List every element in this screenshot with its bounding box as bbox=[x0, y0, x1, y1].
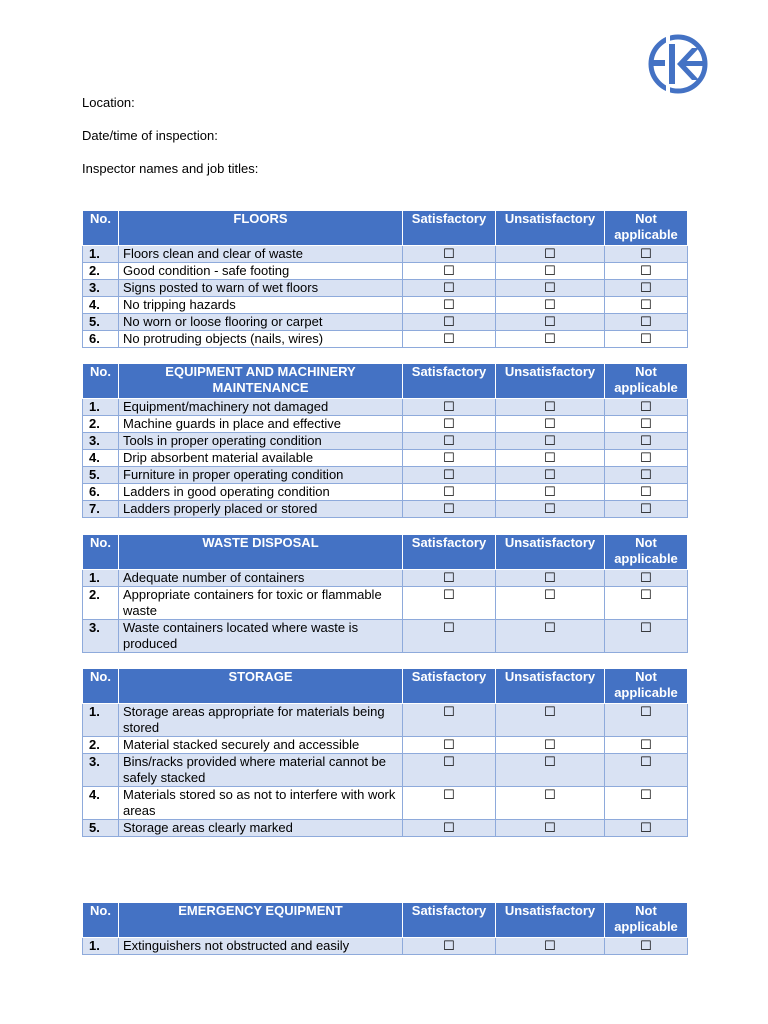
column-header-no: No. bbox=[83, 535, 119, 570]
table-row bbox=[83, 331, 688, 348]
item-description: Signs posted to warn of wet floors bbox=[119, 280, 403, 297]
unsatisfactory-checkbox[interactable]: ☐ bbox=[496, 787, 605, 820]
table-row bbox=[83, 263, 688, 280]
item-description: Equipment/machinery not damaged bbox=[119, 399, 403, 416]
table-row bbox=[83, 737, 688, 754]
column-header-not-applicable: Not applicable bbox=[605, 903, 688, 938]
column-header-not-applicable: Not applicable bbox=[605, 535, 688, 570]
satisfactory-checkbox[interactable]: ☐ bbox=[403, 501, 496, 518]
item-number: 2. bbox=[83, 263, 119, 280]
satisfactory-checkbox[interactable]: ☐ bbox=[403, 399, 496, 416]
satisfactory-checkbox[interactable]: ☐ bbox=[403, 570, 496, 587]
item-number: 5. bbox=[83, 467, 119, 484]
unsatisfactory-checkbox[interactable]: ☐ bbox=[496, 484, 605, 501]
unsatisfactory-checkbox[interactable]: ☐ bbox=[496, 416, 605, 433]
unsatisfactory-checkbox[interactable]: ☐ bbox=[496, 314, 605, 331]
not-applicable-checkbox[interactable]: ☐ bbox=[605, 484, 688, 501]
not-applicable-checkbox[interactable]: ☐ bbox=[605, 246, 688, 263]
satisfactory-checkbox[interactable]: ☐ bbox=[403, 331, 496, 348]
item-number: 5. bbox=[83, 314, 119, 331]
item-number: 3. bbox=[83, 620, 119, 653]
satisfactory-checkbox[interactable]: ☐ bbox=[403, 587, 496, 620]
not-applicable-checkbox[interactable]: ☐ bbox=[605, 433, 688, 450]
satisfactory-checkbox[interactable]: ☐ bbox=[403, 263, 496, 280]
item-description: Machine guards in place and effective bbox=[119, 416, 403, 433]
satisfactory-checkbox[interactable]: ☐ bbox=[403, 297, 496, 314]
column-header-no: No. bbox=[83, 364, 119, 399]
item-number: 2. bbox=[83, 737, 119, 754]
not-applicable-checkbox[interactable]: ☐ bbox=[605, 938, 688, 955]
satisfactory-checkbox[interactable]: ☐ bbox=[403, 246, 496, 263]
section-title: FLOORS bbox=[119, 211, 403, 246]
item-number: 3. bbox=[83, 754, 119, 787]
item-description: Ladders in good operating condition bbox=[119, 484, 403, 501]
item-description: Drip absorbent material available bbox=[119, 450, 403, 467]
item-description: Floors clean and clear of waste bbox=[119, 246, 403, 263]
item-description: Tools in proper operating condition bbox=[119, 433, 403, 450]
item-number: 7. bbox=[83, 501, 119, 518]
unsatisfactory-checkbox[interactable]: ☐ bbox=[496, 297, 605, 314]
item-number: 1. bbox=[83, 570, 119, 587]
item-description: No worn or loose flooring or carpet bbox=[119, 314, 403, 331]
checklist-table bbox=[82, 668, 688, 837]
column-header-satisfactory: Satisfactory bbox=[403, 535, 496, 570]
table-header-row bbox=[83, 211, 688, 246]
unsatisfactory-checkbox[interactable]: ☐ bbox=[496, 246, 605, 263]
item-number: 1. bbox=[83, 704, 119, 737]
item-number: 1. bbox=[83, 246, 119, 263]
satisfactory-checkbox[interactable]: ☐ bbox=[403, 938, 496, 955]
item-number: 2. bbox=[83, 587, 119, 620]
unsatisfactory-checkbox[interactable]: ☐ bbox=[496, 399, 605, 416]
not-applicable-checkbox[interactable]: ☐ bbox=[605, 263, 688, 280]
table-header-row bbox=[83, 903, 688, 938]
table-row bbox=[83, 501, 688, 518]
column-header-not-applicable: Not applicable bbox=[605, 364, 688, 399]
item-number: 4. bbox=[83, 297, 119, 314]
not-applicable-checkbox[interactable]: ☐ bbox=[605, 399, 688, 416]
section-title: EMERGENCY EQUIPMENT bbox=[119, 903, 403, 938]
item-description: Waste containers located where waste is produced bbox=[119, 620, 403, 653]
table-row bbox=[83, 484, 688, 501]
item-number: 4. bbox=[83, 787, 119, 820]
unsatisfactory-checkbox[interactable]: ☐ bbox=[496, 620, 605, 653]
table-row bbox=[83, 938, 688, 955]
section-title: EQUIPMENT AND MACHINERY MAINTENANCE bbox=[119, 364, 403, 399]
column-header-satisfactory: Satisfactory bbox=[403, 669, 496, 704]
table-row bbox=[83, 280, 688, 297]
unsatisfactory-checkbox[interactable]: ☐ bbox=[496, 467, 605, 484]
item-number: 4. bbox=[83, 450, 119, 467]
table-row bbox=[83, 587, 688, 620]
satisfactory-checkbox[interactable]: ☐ bbox=[403, 314, 496, 331]
item-description: Furniture in proper operating condition bbox=[119, 467, 403, 484]
unsatisfactory-checkbox[interactable]: ☐ bbox=[496, 263, 605, 280]
not-applicable-checkbox[interactable]: ☐ bbox=[605, 450, 688, 467]
column-header-no: No. bbox=[83, 669, 119, 704]
item-number: 6. bbox=[83, 331, 119, 348]
table-header-row bbox=[83, 364, 688, 399]
satisfactory-checkbox[interactable]: ☐ bbox=[403, 754, 496, 787]
table-row bbox=[83, 467, 688, 484]
company-logo-icon bbox=[646, 32, 710, 96]
table-row bbox=[83, 433, 688, 450]
item-number: 1. bbox=[83, 399, 119, 416]
table-row bbox=[83, 570, 688, 587]
item-description: No protruding objects (nails, wires) bbox=[119, 331, 403, 348]
column-header-unsatisfactory: Unsatisfactory bbox=[496, 535, 605, 570]
item-number: 2. bbox=[83, 416, 119, 433]
column-header-unsatisfactory: Unsatisfactory bbox=[496, 903, 605, 938]
not-applicable-checkbox[interactable]: ☐ bbox=[605, 331, 688, 348]
column-header-unsatisfactory: Unsatisfactory bbox=[496, 364, 605, 399]
item-number: 6. bbox=[83, 484, 119, 501]
not-applicable-checkbox[interactable]: ☐ bbox=[605, 297, 688, 314]
satisfactory-checkbox[interactable]: ☐ bbox=[403, 820, 496, 837]
unsatisfactory-checkbox[interactable]: ☐ bbox=[496, 587, 605, 620]
item-number: 3. bbox=[83, 280, 119, 297]
not-applicable-checkbox[interactable]: ☐ bbox=[605, 787, 688, 820]
column-header-unsatisfactory: Unsatisfactory bbox=[496, 669, 605, 704]
item-number: 1. bbox=[83, 938, 119, 955]
unsatisfactory-checkbox[interactable]: ☐ bbox=[496, 450, 605, 467]
item-description: Bins/racks provided where material cannot be safely stacked bbox=[119, 754, 403, 787]
satisfactory-checkbox[interactable]: ☐ bbox=[403, 620, 496, 653]
section-title: WASTE DISPOSAL bbox=[119, 535, 403, 570]
unsatisfactory-checkbox[interactable]: ☐ bbox=[496, 280, 605, 297]
checklist-table bbox=[82, 210, 688, 348]
unsatisfactory-checkbox[interactable]: ☐ bbox=[496, 570, 605, 587]
satisfactory-checkbox[interactable]: ☐ bbox=[403, 787, 496, 820]
table-row bbox=[83, 450, 688, 467]
item-description: Adequate number of containers bbox=[119, 570, 403, 587]
location-field-label: Location: bbox=[82, 95, 135, 110]
item-description: Ladders properly placed or stored bbox=[119, 501, 403, 518]
table-row bbox=[83, 704, 688, 737]
item-description: Storage areas appropriate for materials being stored bbox=[119, 704, 403, 737]
unsatisfactory-checkbox[interactable]: ☐ bbox=[496, 433, 605, 450]
satisfactory-checkbox[interactable]: ☐ bbox=[403, 484, 496, 501]
column-header-not-applicable: Not applicable bbox=[605, 211, 688, 246]
item-description: No tripping hazards bbox=[119, 297, 403, 314]
unsatisfactory-checkbox[interactable]: ☐ bbox=[496, 754, 605, 787]
item-description: Material stacked securely and accessible bbox=[119, 737, 403, 754]
table-row bbox=[83, 297, 688, 314]
date-time-field-label: Date/time of inspection: bbox=[82, 128, 218, 143]
column-header-unsatisfactory: Unsatisfactory bbox=[496, 211, 605, 246]
not-applicable-checkbox[interactable]: ☐ bbox=[605, 820, 688, 837]
not-applicable-checkbox[interactable]: ☐ bbox=[605, 704, 688, 737]
not-applicable-checkbox[interactable]: ☐ bbox=[605, 570, 688, 587]
satisfactory-checkbox[interactable]: ☐ bbox=[403, 450, 496, 467]
not-applicable-checkbox[interactable]: ☐ bbox=[605, 737, 688, 754]
not-applicable-checkbox[interactable]: ☐ bbox=[605, 314, 688, 331]
unsatisfactory-checkbox[interactable]: ☐ bbox=[496, 820, 605, 837]
table-row bbox=[83, 754, 688, 787]
checklist-table bbox=[82, 534, 688, 653]
column-header-no: No. bbox=[83, 903, 119, 938]
section-title: STORAGE bbox=[119, 669, 403, 704]
item-number: 3. bbox=[83, 433, 119, 450]
unsatisfactory-checkbox[interactable]: ☐ bbox=[496, 501, 605, 518]
not-applicable-checkbox[interactable]: ☐ bbox=[605, 587, 688, 620]
satisfactory-checkbox[interactable]: ☐ bbox=[403, 737, 496, 754]
not-applicable-checkbox[interactable]: ☐ bbox=[605, 620, 688, 653]
item-description: Good condition - safe footing bbox=[119, 263, 403, 280]
not-applicable-checkbox[interactable]: ☐ bbox=[605, 467, 688, 484]
table-row bbox=[83, 620, 688, 653]
item-description: Materials stored so as not to interfere with work areas bbox=[119, 787, 403, 820]
unsatisfactory-checkbox[interactable]: ☐ bbox=[496, 938, 605, 955]
table-header-row bbox=[83, 669, 688, 704]
item-description: Storage areas clearly marked bbox=[119, 820, 403, 837]
not-applicable-checkbox[interactable]: ☐ bbox=[605, 416, 688, 433]
item-description: Appropriate containers for toxic or flammable waste bbox=[119, 587, 403, 620]
not-applicable-checkbox[interactable]: ☐ bbox=[605, 754, 688, 787]
column-header-satisfactory: Satisfactory bbox=[403, 364, 496, 399]
satisfactory-checkbox[interactable]: ☐ bbox=[403, 467, 496, 484]
column-header-no: No. bbox=[83, 211, 119, 246]
satisfactory-checkbox[interactable]: ☐ bbox=[403, 280, 496, 297]
satisfactory-checkbox[interactable]: ☐ bbox=[403, 416, 496, 433]
checklist-table bbox=[82, 363, 688, 518]
column-header-satisfactory: Satisfactory bbox=[403, 211, 496, 246]
column-header-satisfactory: Satisfactory bbox=[403, 903, 496, 938]
table-row bbox=[83, 787, 688, 820]
table-row bbox=[83, 820, 688, 837]
table-row bbox=[83, 246, 688, 263]
table-header-row bbox=[83, 535, 688, 570]
column-header-not-applicable: Not applicable bbox=[605, 669, 688, 704]
table-row bbox=[83, 314, 688, 331]
item-description: Extinguishers not obstructed and easily bbox=[119, 938, 403, 955]
table-row bbox=[83, 399, 688, 416]
unsatisfactory-checkbox[interactable]: ☐ bbox=[496, 737, 605, 754]
satisfactory-checkbox[interactable]: ☐ bbox=[403, 704, 496, 737]
not-applicable-checkbox[interactable]: ☐ bbox=[605, 280, 688, 297]
table-row bbox=[83, 416, 688, 433]
inspector-names-field-label: Inspector names and job titles: bbox=[82, 161, 259, 176]
not-applicable-checkbox[interactable]: ☐ bbox=[605, 501, 688, 518]
unsatisfactory-checkbox[interactable]: ☐ bbox=[496, 704, 605, 737]
unsatisfactory-checkbox[interactable]: ☐ bbox=[496, 331, 605, 348]
satisfactory-checkbox[interactable]: ☐ bbox=[403, 433, 496, 450]
checklist-table bbox=[82, 902, 688, 955]
item-number: 5. bbox=[83, 820, 119, 837]
